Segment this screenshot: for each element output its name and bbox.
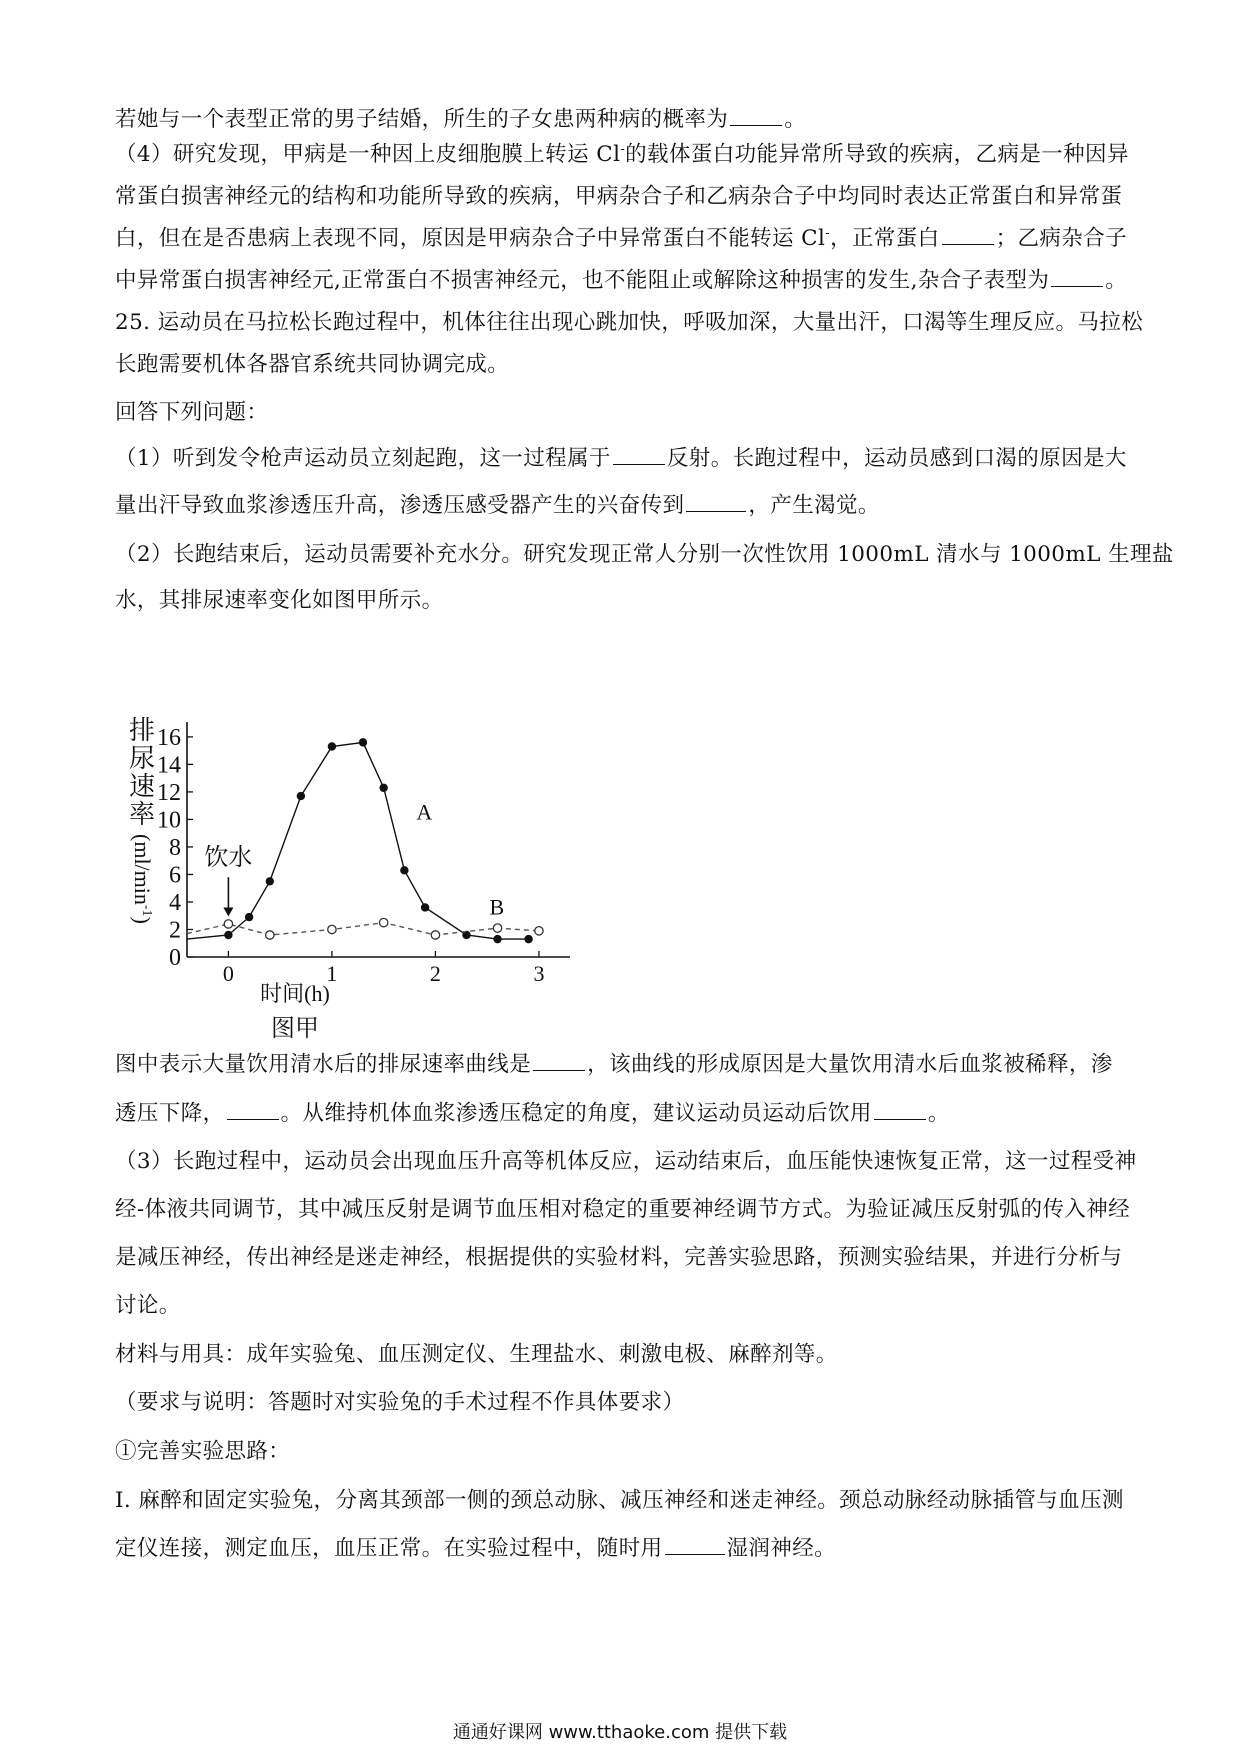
y-tick-label: 6 xyxy=(169,862,181,889)
y-tick-label: 16 xyxy=(157,724,181,751)
footer-text: 通通好课网 www.tthaoke.com 提供下载 xyxy=(452,1722,788,1743)
text-fragment: ，该曲线的形成原因是大量饮用清水后血浆被稀释，渗 xyxy=(587,1052,1113,1077)
y-axis-label: 尿 xyxy=(129,744,156,773)
paragraph xyxy=(115,1476,1135,1526)
answer-blank xyxy=(533,1069,585,1071)
text-line: 图中表示大量饮用清水后的排尿速率曲线是 xyxy=(115,1052,532,1077)
x-tick-label: 1 xyxy=(326,961,338,986)
paragraph xyxy=(115,434,1135,484)
data-point-B xyxy=(493,924,501,932)
text-line: 经-体液共同调节，其中减压反射是调节血压相对稳定的重要神经调节方式。为验证减压反射弧的传入神经 xyxy=(115,1197,1131,1222)
paragraph xyxy=(115,1281,1135,1331)
y-axis-unit: $(ml/\min^{-1})$ xyxy=(130,834,155,924)
text-line: （4）研究发现，甲病是一种因上皮细胞膜上转运 Cl xyxy=(115,142,621,167)
data-point-A xyxy=(266,877,274,885)
data-point-A xyxy=(493,935,501,943)
y-axis-label: 速 xyxy=(129,772,156,801)
answer-blank xyxy=(665,1553,725,1555)
paragraph xyxy=(115,530,1174,580)
data-point-A xyxy=(400,866,408,874)
text-line: （1）听到发令枪声运动员立刻起跑，这一过程属于 xyxy=(115,446,611,471)
text-line: 中异常蛋白损害神经元,正常蛋白不损害神经元，也不能阻止或解除这种损害的发生,杂合子表型为 xyxy=(115,268,1050,293)
answer-blank xyxy=(1051,285,1103,287)
x-axis-label: 时间(h) xyxy=(260,981,330,1006)
data-point-A xyxy=(297,792,305,800)
paragraph xyxy=(115,1330,1135,1380)
data-point-B xyxy=(431,931,439,939)
y-axis-label: 排 xyxy=(129,716,156,745)
paragraph xyxy=(115,1378,1135,1428)
y-tick-label: 4 xyxy=(169,889,181,916)
text-fragment: 。 xyxy=(784,107,807,132)
answer-blank xyxy=(686,510,746,512)
annotation-drink-water: 饮水 xyxy=(204,844,253,871)
text-line: 是减压神经，传出神经是迷走神经，根据提供的实验材料，完善实验思路，预测实验结果，并进行分析与 xyxy=(115,1245,1123,1270)
answer-blank xyxy=(730,124,782,126)
paragraph xyxy=(115,1089,1135,1139)
text-line: 水，其排尿速率变化如图甲所示。 xyxy=(115,588,444,613)
series-line-A xyxy=(187,742,529,939)
text-line: （3）长跑过程中，运动员会出现血压升高等机体反应，运动结束后，血压能快速恢复正常，这一过程受神 xyxy=(115,1149,1137,1174)
x-tick-label: 0 xyxy=(222,961,234,986)
data-point-A xyxy=(245,913,253,921)
text-line: ①完善实验思路： xyxy=(115,1439,291,1464)
paragraph xyxy=(115,1427,1135,1477)
text-fragment: 。从维持机体血浆渗透压稳定的角度，建议运动员运动后饮用 xyxy=(280,1101,872,1126)
data-point-B xyxy=(328,925,336,933)
paragraph xyxy=(115,481,1135,531)
text-line: 透压下降， xyxy=(115,1101,225,1126)
paragraph xyxy=(115,1185,1135,1235)
text-line: 回答下列问题： xyxy=(115,400,269,425)
y-tick-label: 2 xyxy=(169,917,181,944)
text-line: 25. 运动员在马拉松长跑过程中，机体往往出现心跳加快，呼吸加深，大量出汗，口渴等生理反应。马拉松 xyxy=(115,310,1144,335)
text-fragment: 反射。长跑过程中，运动员感到口渴的原因是大 xyxy=(666,446,1127,471)
text-line: 白，但在是否患病上表现不同，原因是甲病杂合子中异常蛋白不能转运 Cl xyxy=(115,226,826,251)
data-point-B xyxy=(535,927,543,935)
text-fragment: ，产生渴觉。 xyxy=(748,493,880,518)
x-tick-label: 2 xyxy=(429,961,441,986)
answer-blank xyxy=(942,243,994,245)
urination-rate-chart xyxy=(115,702,595,1062)
paragraph xyxy=(115,388,1135,438)
text-fragment: ；乙病杂合子 xyxy=(995,226,1127,251)
y-tick-label: 12 xyxy=(157,779,181,806)
data-point-B xyxy=(266,931,274,939)
text-fragment: 的载体蛋白功能异常所导致的疾病，乙病是一种因异 xyxy=(625,142,1129,167)
data-point-B xyxy=(379,918,387,926)
y-tick-label: 8 xyxy=(169,834,181,861)
data-point-A xyxy=(224,931,232,939)
text-line: 讨论。 xyxy=(115,1293,181,1318)
series-label-B: B xyxy=(489,894,505,920)
text-line: 长跑需要机体各器官系统共同协调完成。 xyxy=(115,352,510,377)
data-point-B xyxy=(224,920,232,928)
data-point-A xyxy=(359,738,367,746)
text-line: 若她与一个表型正常的男子结婚，所生的子女患两种病的概率为 xyxy=(115,107,729,132)
data-point-A xyxy=(328,742,336,750)
text-line: （2）长跑结束后，运动员需要补充水分。研究发现正常人分别一次性饮用 1000mL 清水与 1000mL 生理盐 xyxy=(115,542,1174,567)
y-axis-label: 率 xyxy=(129,800,156,829)
text-line: 材料与用具：成年实验兔、血压测定仪、生理盐水、刺激电极、麻醉剂等。 xyxy=(115,1342,838,1367)
paragraph xyxy=(115,340,1135,390)
text-line: 常蛋白损害神经元的结构和功能所导致的疾病，甲病杂合子和乙病杂合子中均同时表达正常蛋白和异常蛋 xyxy=(115,184,1123,209)
data-point-A xyxy=(524,935,532,943)
data-point-A xyxy=(379,784,387,792)
text-fragment: ，正常蛋白 xyxy=(830,226,940,251)
answer-blank xyxy=(874,1118,926,1120)
data-point-A xyxy=(421,903,429,911)
y-tick-label: 0 xyxy=(169,945,181,971)
superscript: - xyxy=(825,225,831,241)
paragraph xyxy=(115,576,1135,626)
paragraph xyxy=(115,1524,1135,1574)
text-line: 定仪连接，测定血压，血压正常。在实验过程中，随时用 xyxy=(115,1536,663,1561)
annotation-arrow-head xyxy=(223,907,233,916)
answer-blank xyxy=(227,1118,279,1120)
x-tick-label: 3 xyxy=(533,961,545,986)
text-fragment: 湿润神经。 xyxy=(726,1536,837,1561)
text-line: 量出汗导致血浆渗透压升高，渗透压感受器产生的兴奋传到 xyxy=(115,493,685,518)
series-label-A: A xyxy=(416,799,433,825)
text-line: （要求与说明：答题时对实验兔的手术过程不作具体要求） xyxy=(115,1390,685,1415)
text-line: I. 麻醉和固定实验兔，分离其颈部一侧的颈总动脉、减压神经和迷走神经。颈总动脉经动脉插管与血压测 xyxy=(115,1488,1124,1513)
paragraph xyxy=(115,1137,1135,1187)
text-fragment: 。 xyxy=(1105,268,1128,293)
superscript: - xyxy=(620,141,626,157)
figure-caption: 图甲 xyxy=(271,1016,319,1042)
y-tick-label: 10 xyxy=(157,807,181,834)
text-fragment: 。 xyxy=(927,1101,950,1126)
paragraph xyxy=(115,1233,1135,1283)
answer-blank xyxy=(613,463,665,465)
paragraph xyxy=(115,1040,1135,1090)
y-tick-label: 14 xyxy=(157,752,181,779)
